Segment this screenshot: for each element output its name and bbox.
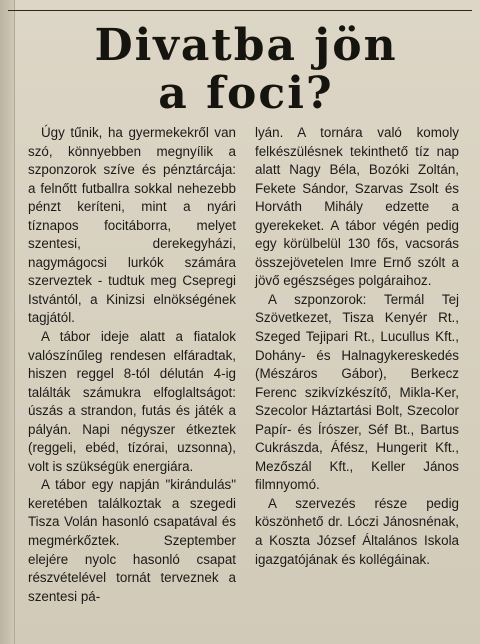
- top-rule: [8, 10, 472, 11]
- paragraph-2: A tábor ideje alatt a fiatalok valószínűleg rendesen elfáradtak, hiszen reggel 8-tól délután 4-ig találták számukra elfoglaltságot: úszás a strandon, futás és játék a pályán. Napi négyszer étkeztek (reggeli, ebéd, tízórai, uzsonna), volt is szükségük energiára.: [28, 329, 236, 474]
- headline: [28, 22, 464, 118]
- paragraph-3-continuation: lyán. A tornára való komoly felkészülésnek tekinthető tíz nap alatt Nagy Béla, Bozóki Zoltán, Fekete Sándor, Szarvas Zsolt és Horváth Mihály edzette a gyerekeket. A tábor végén pedig egy körülbelül 130 fős, vacsorás összejövetelen Imre Ernő szólt a jövő egészséges polgáraihoz.: [255, 125, 459, 289]
- paragraph-organizers: A szervezés része pedig köszönhető dr. Lóczi Jánosnénak, a Koszta József Általános Iskola igazgatójának és kollégáinak.: [255, 495, 459, 567]
- left-column: [28, 124, 236, 606]
- paragraph-3: A tábor egy napján "kirándulás" keretében találkoztak a szegedi Tisza Volán hasonló csapatával és megmérkőztek. Szeptember elejére nyolc hasonló csapat részvételével tornát terveznek a szentesi pá-: [28, 477, 236, 604]
- right-column: [255, 124, 459, 569]
- headline-line-2: a foci?: [158, 68, 334, 119]
- headline-line-1: Divatba jön: [94, 20, 398, 71]
- paragraph-sponsors: A szponzorok: Termál Tej Szövetkezet, Tisza Kenyér Rt., Szeged Tejipari Rt., Lucullus Kft., Dohány- és Halnagykereskedés (Mészáros Gábor), Berkecz Ferenc szikvízkészítő, Mikla-Ker, Szecolor Háztartási Bolt, Szecolor Papír- és Írószer, Séf Bt., Bartus Cukrászda, Áfész, Hungerit Kft., Mezőszál Kft., Keller János filmnyomó.: [255, 291, 459, 493]
- paragraph-1: Úgy tűnik, ha gyermekekről van szó, könnyebben megnyílik a szponzorok szíve és pénztárcája: a felnőtt futballra sokkal nehezebb pénzt keríteni, mint a nyári tíznapos focitáborra, melyet szentesi, derekegyházi, nagymágocsi lurkók számára szerveztek - tudtuk meg Csepregi Istvántól, a Kinizsi elnökségének tagjától.: [28, 125, 236, 326]
- page-edge: [0, 0, 15, 644]
